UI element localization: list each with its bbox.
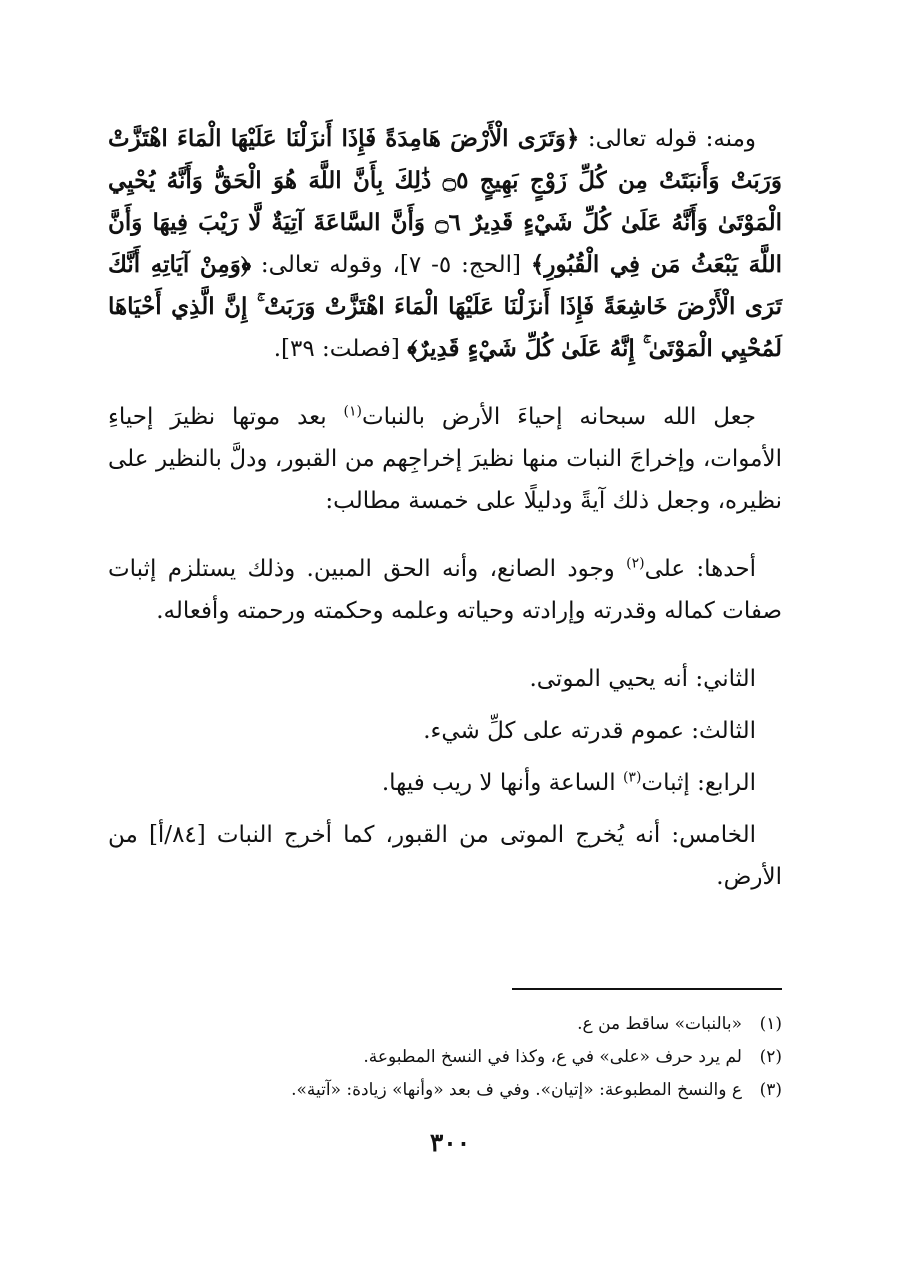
footnote-text: ع والنسخ المطبوعة: «إتيان». وفي ف بعد «وأنها» زيادة: «آتية». bbox=[291, 1080, 742, 1100]
footnote-number: (٣) bbox=[759, 1080, 782, 1100]
footnote-ref-2[interactable]: (٢) bbox=[626, 555, 645, 572]
point-first bbox=[108, 548, 782, 632]
verse-reference-hajj: [الحج: ٥- ٧] bbox=[399, 252, 521, 278]
footnote-number: (١) bbox=[759, 1014, 782, 1034]
footnote-3 bbox=[108, 1074, 782, 1107]
point-third: الثالث: عموم قدرته على كلِّ شيء. bbox=[423, 718, 756, 744]
paragraph-text: جعل الله سبحانه إحياءَ الأرض بالنبات bbox=[362, 404, 756, 430]
paragraph-text: وجود الصانع، وأنه الحق المبين. وذلك يستلزم إثبات صفات كماله وقدرته وإرادته وحياته وعلمه وحكمته ورحمته وأفعاله. bbox=[108, 556, 782, 624]
footnote-1 bbox=[108, 1008, 782, 1041]
footnote-number: (٢) bbox=[759, 1047, 782, 1067]
paragraph-text: بعد موتها نظيرَ إحياءِ الأموات، وإخراجَ النبات منها نظيرَ إخراجِهم من القبور، ودلَّ بالنظير على نظيره، وجعل ذلك آيةً ودليلًا على خمسة مطالب: bbox=[108, 404, 782, 514]
verse-connector: ، وقوله تعالى: bbox=[260, 252, 400, 278]
paragraph-analogy bbox=[108, 396, 782, 522]
footnotes bbox=[108, 1008, 782, 1107]
quran-verse-hajj: ﴿وَتَرَى الْأَرْضَ هَامِدَةً فَإِذَا أَنزَلْنَا عَلَيْهَا الْمَاءَ اهْتَزَّتْ وَرَبَتْ وَأَنبَتَتْ مِن كُلِّ زَوْجٍ بَهِيجٍ ۝٥ ذَٰلِكَ بِأَنَّ اللَّهَ هُوَ الْحَقُّ وَأَنَّهُ يُحْيِي الْمَوْتَىٰ وَأَنَّهُ عَلَىٰ كُلِّ شَيْءٍ قَدِيرٌ ۝٦ وَأَنَّ السَّاعَةَ آتِيَةٌ لَّا رَيْبَ فِيهَا وَأَنَّ اللَّهَ يَبْعَثُ مَن فِي الْقُبُورِ﴾ bbox=[108, 125, 783, 278]
footnote-ref-1[interactable]: (١) bbox=[343, 403, 363, 420]
footnote-text: «بالنبات» ساقط من ع. bbox=[577, 1014, 742, 1034]
verse-paragraph bbox=[108, 118, 782, 370]
footnote-text: لم يرد حرف «على» في ع، وكذا في النسخ المطبوعة. bbox=[363, 1047, 742, 1067]
page-number: ٣٠٠ bbox=[429, 1128, 471, 1157]
point-fourth bbox=[108, 762, 782, 804]
paragraph-text: الساعة وأنها لا ريب فيها. bbox=[381, 770, 623, 796]
footnote-ref-3[interactable]: (٣) bbox=[622, 769, 642, 786]
point-fifth: الخامس: أنه يُخرج الموتى من القبور، كما أخرج النبات [٨٤/أ] من الأرض. bbox=[108, 822, 782, 890]
point-second: الثاني: أنه يحيي الموتى. bbox=[529, 666, 756, 692]
verse-lead: ومنه: قوله تعالى: bbox=[587, 126, 757, 152]
main-text bbox=[108, 118, 782, 908]
quran-verse-fussilat: ﴿وَمِنْ آيَاتِهِ أَنَّكَ تَرَى الْأَرْضَ خَاشِعَةً فَإِذَا أَنزَلْنَا عَلَيْهَا الْمَاءَ اهْتَزَّتْ وَرَبَتْ ۚ إِنَّ الَّذِي أَحْيَاهَا لَمُحْيِي الْمَوْتَىٰ ۚ إِنَّهُ عَلَىٰ كُلِّ شَيْءٍ قَدِيرٌ﴾ bbox=[108, 251, 782, 362]
paragraph-text: أحدها: على bbox=[644, 556, 756, 582]
paragraph-text: الرابع: إثبات bbox=[641, 770, 756, 796]
verse-reference-fussilat: [فصلت: ٣٩]. bbox=[273, 336, 400, 362]
footnote-2 bbox=[108, 1041, 782, 1074]
footnote-divider bbox=[512, 988, 782, 990]
